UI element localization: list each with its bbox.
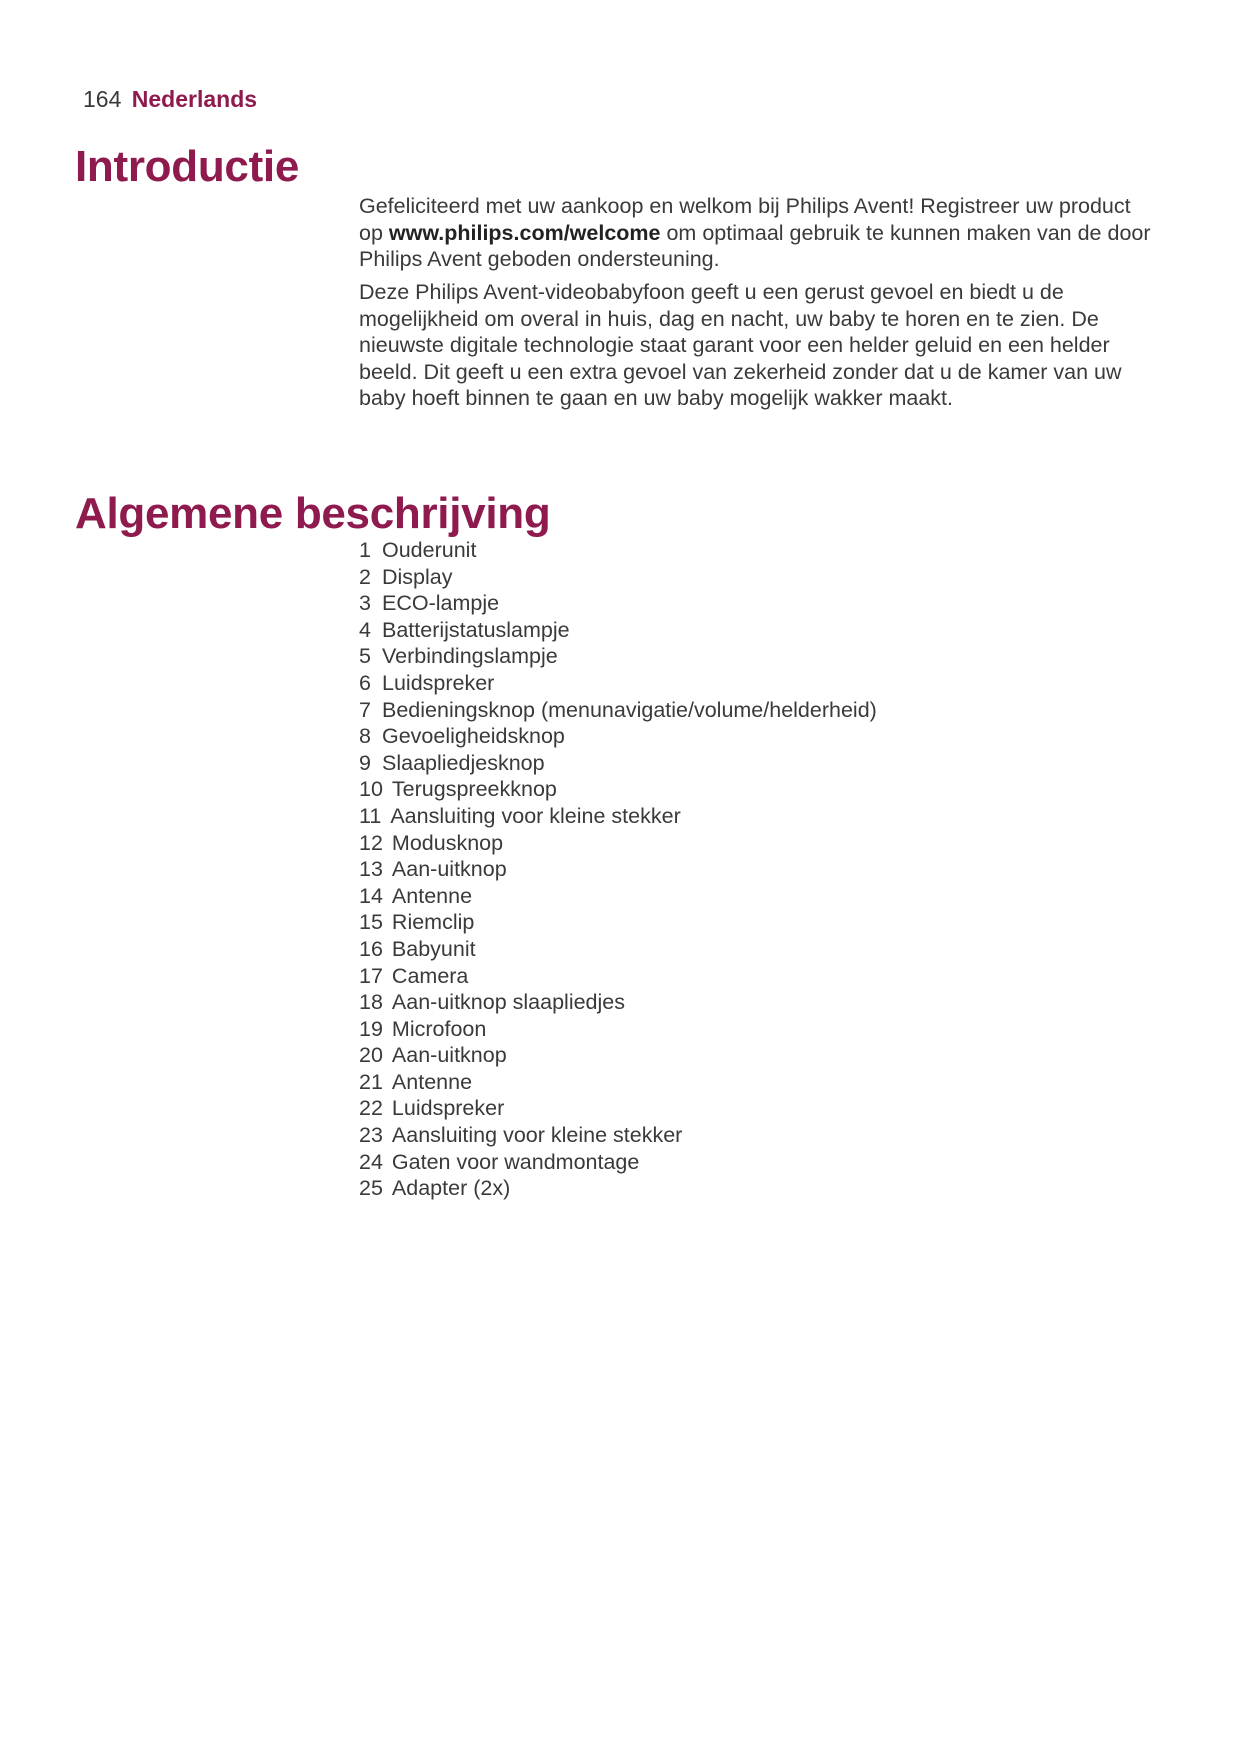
list-item bbox=[359, 856, 877, 883]
part-label: Antenne bbox=[391, 1069, 473, 1094]
part-number: 14 bbox=[359, 883, 383, 908]
part-label: Microfoon bbox=[391, 1016, 487, 1041]
part-number: 11 bbox=[359, 803, 382, 828]
part-number: 25 bbox=[359, 1176, 383, 1201]
list-item bbox=[359, 537, 877, 564]
list-item bbox=[359, 909, 877, 936]
list-item bbox=[359, 1095, 877, 1122]
introduction-title: Introductie bbox=[75, 142, 300, 191]
list-item bbox=[359, 936, 877, 963]
part-label: Babyunit bbox=[391, 936, 476, 961]
list-item bbox=[359, 883, 877, 910]
part-label: Bedieningsknop (menunavigatie/volume/helderheid) bbox=[382, 697, 877, 722]
part-number: 19 bbox=[359, 1016, 383, 1041]
part-number: 9 bbox=[359, 750, 371, 775]
list-item bbox=[359, 617, 877, 644]
part-label: Antenne bbox=[391, 883, 473, 908]
part-label: Luidspreker bbox=[382, 670, 495, 695]
part-label: Aan-uitknop bbox=[391, 1043, 507, 1068]
part-label: Adapter (2x) bbox=[391, 1176, 511, 1201]
page-header bbox=[83, 84, 257, 114]
part-number: 18 bbox=[359, 990, 383, 1015]
part-label: Terugspreekknop bbox=[391, 777, 557, 802]
list-item bbox=[359, 1149, 877, 1176]
part-number: 20 bbox=[359, 1043, 383, 1068]
part-label: Luidspreker bbox=[391, 1096, 505, 1121]
part-label: Aan-uitknop bbox=[391, 857, 507, 882]
introduction-paragraph-1 bbox=[359, 193, 1159, 273]
part-number: 1 bbox=[359, 538, 371, 562]
part-number: 21 bbox=[359, 1069, 383, 1094]
list-item bbox=[359, 670, 877, 697]
list-item bbox=[359, 1069, 877, 1096]
part-number: 16 bbox=[359, 936, 383, 961]
part-number: 12 bbox=[359, 830, 383, 855]
part-number: 7 bbox=[359, 697, 371, 722]
list-item bbox=[359, 723, 877, 750]
part-number: 23 bbox=[359, 1123, 383, 1148]
part-number: 2 bbox=[359, 564, 371, 589]
parts-list bbox=[359, 537, 877, 1202]
philips-welcome-link[interactable]: www.philips.com/welcome bbox=[388, 220, 661, 245]
general-description-title: Algemene beschrijving bbox=[75, 489, 551, 538]
part-label: Batterijstatuslampje bbox=[382, 617, 570, 642]
list-item bbox=[359, 989, 877, 1016]
part-label: Aansluiting voor kleine stekker bbox=[390, 803, 681, 828]
part-number: 3 bbox=[359, 591, 371, 616]
part-number: 10 bbox=[359, 777, 383, 802]
part-number: 8 bbox=[359, 724, 371, 749]
list-item bbox=[359, 803, 877, 830]
page-language: Nederlands bbox=[131, 86, 258, 112]
part-number: 17 bbox=[359, 963, 383, 988]
list-item bbox=[359, 643, 877, 670]
part-label: Gaten voor wandmontage bbox=[391, 1149, 640, 1174]
list-item bbox=[359, 1042, 877, 1069]
part-label: Aansluiting voor kleine stekker bbox=[391, 1123, 683, 1148]
part-number: 6 bbox=[359, 670, 371, 695]
part-label: Display bbox=[382, 564, 453, 589]
list-item bbox=[359, 750, 877, 777]
part-label: Aan-uitknop slaapliedjes bbox=[391, 990, 625, 1015]
list-item bbox=[359, 697, 877, 724]
part-label: Slaapliedjesknop bbox=[382, 750, 545, 775]
part-number: 13 bbox=[359, 857, 383, 882]
list-item bbox=[359, 776, 877, 803]
part-number: 24 bbox=[359, 1149, 383, 1174]
part-number: 5 bbox=[359, 644, 371, 669]
part-number: 4 bbox=[359, 617, 371, 642]
list-item bbox=[359, 564, 877, 591]
page-number: 164 bbox=[83, 86, 122, 112]
part-label: Gevoeligheidsknop bbox=[382, 724, 565, 749]
part-label: Riemclip bbox=[391, 910, 475, 935]
list-item bbox=[359, 590, 877, 617]
part-number: 22 bbox=[359, 1096, 383, 1121]
part-label: Ouderunit bbox=[382, 538, 477, 562]
part-number: 15 bbox=[359, 910, 383, 935]
part-label: ECO-lampje bbox=[382, 591, 500, 616]
list-item bbox=[359, 830, 877, 857]
intro-paragraph-2-text: Deze Philips Avent-videobabyfoon geeft u een gerust gevoel en biedt u de mogelijkheid om overal in huis, dag en nacht, uw baby te horen en te zien. De nieuwste digitale technologie staat garant voor een helder geluid en een helder beeld. Dit geeft u een extra gevoel van zekerheid zonder dat u de kamer van uw baby hoeft binnen te gaan en uw baby mogelijk wakker maakt. bbox=[359, 280, 1122, 410]
list-item bbox=[359, 963, 877, 990]
list-item bbox=[359, 1016, 877, 1043]
list-item bbox=[359, 1175, 877, 1202]
part-label: Verbindingslampje bbox=[382, 644, 558, 669]
part-label: Camera bbox=[391, 963, 469, 988]
intro-text-after-link: om optimaal gebruik te kunnen maken van de door Philips Avent geboden ondersteuning. bbox=[359, 220, 1151, 271]
part-label: Modusknop bbox=[391, 830, 504, 855]
introduction-paragraph-2 bbox=[359, 279, 1159, 412]
list-item bbox=[359, 1122, 877, 1149]
intro-text-before-link: Gefeliciteerd met uw aankoop en welkom bij Philips Avent! Registreer uw product op bbox=[359, 194, 1131, 245]
